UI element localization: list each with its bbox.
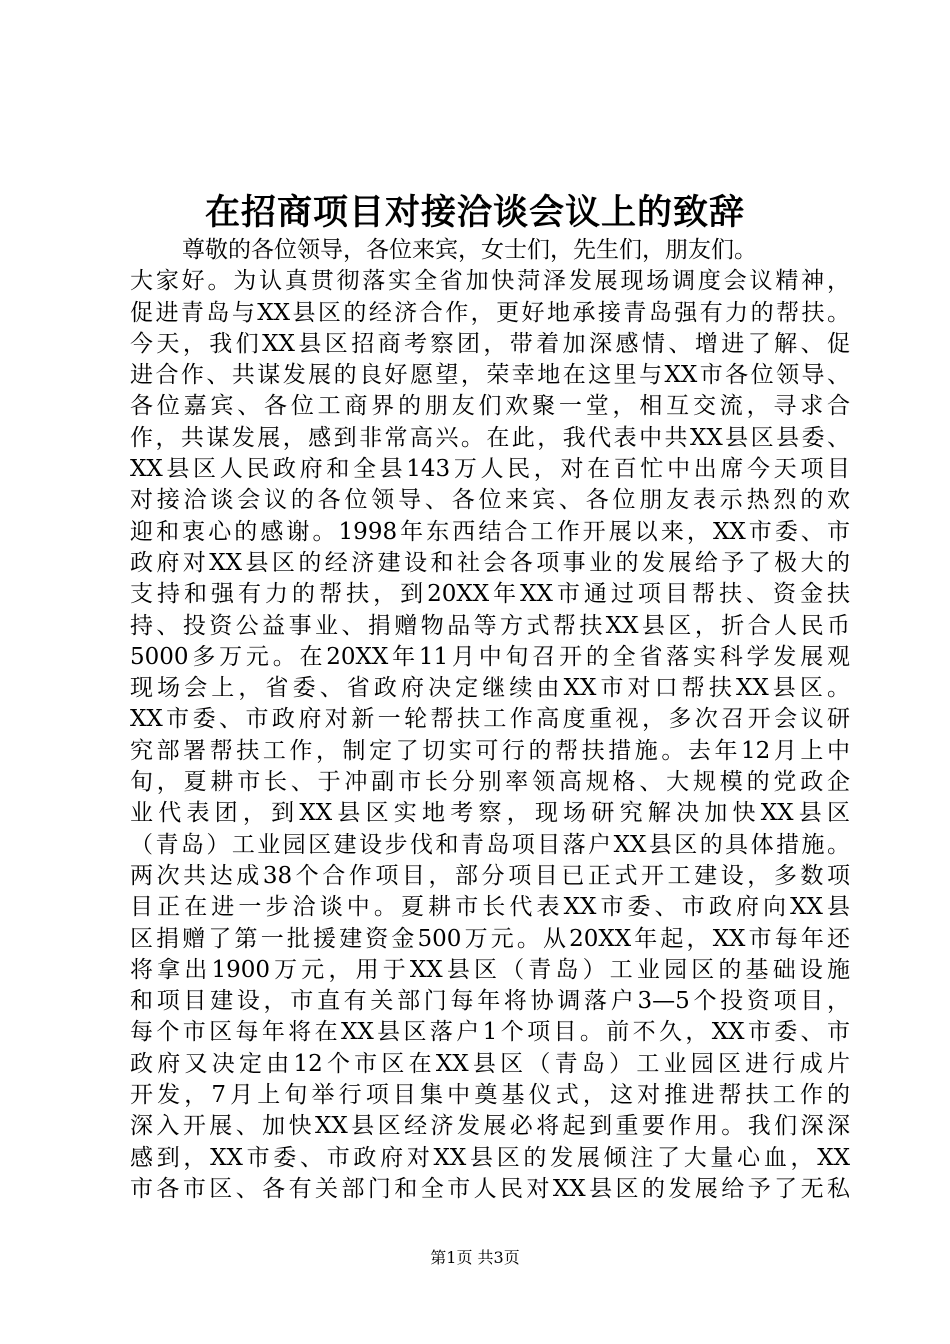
body-line: 每个市区每年将在XX县区落户1个项目。前不久，XX市委、市 bbox=[130, 1019, 850, 1046]
body-line: 感到，XX市委、市政府对XX县区的发展倾注了大量心血，XX bbox=[130, 1144, 850, 1171]
body-line: 大家好。为认真贯彻落实全省加快菏泽发展现场调度会议精神， bbox=[130, 268, 850, 295]
body-line: XX市委、市政府对新一轮帮扶工作高度重视，多次召开会议研 bbox=[130, 706, 850, 733]
body-line: 区捐赠了第一批援建资金500万元。从20XX年起，XX市每年还 bbox=[130, 925, 850, 952]
body-line: 究部署帮扶工作，制定了切实可行的帮扶措施。去年12月上中 bbox=[130, 737, 850, 764]
body-line: 支持和强有力的帮扶，到20XX年XX市通过项目帮扶、资金扶 bbox=[130, 581, 850, 608]
body-line: 进合作、共谋发展的良好愿望，荣幸地在这里与XX市各位领导、 bbox=[130, 362, 850, 389]
body-line: 两次共达成38个合作项目，部分项目已正式开工建设，多数项 bbox=[130, 862, 850, 889]
document-body bbox=[130, 235, 850, 1205]
body-line: 持、投资公益事业、捐赠物品等方式帮扶XX县区，折合人民币 bbox=[130, 612, 850, 639]
body-line: 对接洽谈会议的各位领导、各位来宾、各位朋友表示热烈的欢 bbox=[130, 487, 850, 514]
body-line: 市各市区、各有关部门和全市人民对XX县区的发展给予了无私 bbox=[130, 1175, 850, 1202]
document-title: 在招商项目对接洽谈会议上的致辞 bbox=[204, 192, 745, 233]
body-line: （青岛）工业园区建设步伐和青岛项目落户XX县区的具体措施。 bbox=[130, 831, 850, 858]
body-line: 促进青岛与XX县区的经济合作，更好地承接青岛强有力的帮扶。 bbox=[130, 299, 850, 326]
body-line: 尊敬的各位领导，各位来宾，女士们，先生们，朋友们。 bbox=[182, 237, 757, 263]
body-line: 政府对XX县区的经济建设和社会各项事业的发展给予了极大的 bbox=[130, 549, 850, 576]
body-line: 作，共谋发展，感到非常高兴。在此，我代表中共XX县区县委、 bbox=[130, 424, 850, 451]
body-line: 今天，我们XX县区招商考察团，带着加深感情、增进了解、促 bbox=[130, 330, 850, 357]
body-line: 现场会上，省委、省政府决定继续由XX市对口帮扶XX县区。 bbox=[130, 675, 850, 702]
body-line: 开发，7月上旬举行项目集中奠基仪式，这对推进帮扶工作的 bbox=[130, 1082, 850, 1109]
body-line: XX县区人民政府和全县143万人民，对在百忙中出席今天项目 bbox=[130, 456, 850, 483]
body-line: 和项目建设，市直有关部门每年将协调落户3—5个投资项目， bbox=[130, 988, 850, 1015]
body-line: 5000多万元。在20XX年11月中旬召开的全省落实科学发展观 bbox=[130, 643, 850, 670]
body-line: 将拿出1900万元，用于XX县区（青岛）工业园区的基础设施 bbox=[130, 956, 850, 983]
body-line: 旬，夏耕市长、于冲副市长分别率领高规格、大规模的党政企 bbox=[130, 769, 850, 796]
body-line: 政府又决定由12个市区在XX县区（青岛）工业园区进行成片 bbox=[130, 1050, 850, 1077]
body-line: 各位嘉宾、各位工商界的朋友们欢聚一堂，相互交流，寻求合 bbox=[130, 393, 850, 420]
body-line: 深入开展、加快XX县区经济发展必将起到重要作用。我们深深 bbox=[130, 1113, 850, 1140]
body-line: 目正在进一步洽谈中。夏耕市长代表XX市委、市政府向XX县 bbox=[130, 894, 850, 921]
page-number-footer: 第1页 共3页 bbox=[430, 1248, 520, 1267]
body-line: 迎和衷心的感谢。1998年东西结合工作开展以来，XX市委、市 bbox=[130, 518, 850, 545]
body-line: 业代表团，到XX县区实地考察，现场研究解决加快XX县区 bbox=[130, 800, 850, 827]
